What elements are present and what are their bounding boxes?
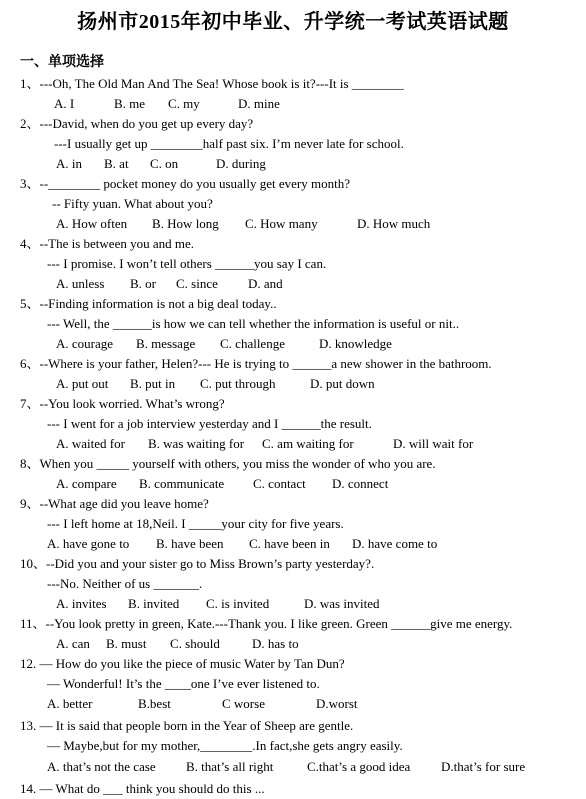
answer-option: B. that’s all right <box>186 759 274 774</box>
answer-option: B. message <box>136 336 196 351</box>
answer-option: A. unless <box>56 276 105 291</box>
answer-option: D. connect <box>332 476 389 491</box>
question-line: 13. — It is said that people born in the Year of Sheep are gentle. <box>20 718 354 733</box>
answer-option: D. put down <box>310 376 375 391</box>
answer-option: B. at <box>104 156 129 171</box>
question-line: 11、--You look pretty in green, Kate.---Thank you. I like green. Green ______give me energy. <box>20 616 513 631</box>
question-line: 1、---Oh, The Old Man And The Sea! Whose book is it?---It is ________ <box>20 76 404 91</box>
answer-option: A. put out <box>56 376 109 391</box>
answer-option: A. in <box>56 156 82 171</box>
answer-option: D. has to <box>252 636 299 651</box>
question-line: — Maybe,but for my mother,________.In fact,she gets angry easily. <box>47 738 403 753</box>
answer-option: B. communicate <box>139 476 225 491</box>
answer-option: D.that’s for sure <box>441 759 526 774</box>
question-line: --- I went for a job interview yesterday and I ______the result. <box>47 416 372 431</box>
answer-option: A. waited for <box>56 436 125 451</box>
answer-option: A. How often <box>56 216 128 231</box>
question-line: 12. — How do you like the piece of music Water by Tan Dun? <box>20 656 345 671</box>
answer-option: B. was waiting for <box>148 436 245 451</box>
answer-option: D. and <box>248 276 283 291</box>
answer-option: B. must <box>106 636 147 651</box>
question-line: ---I usually get up ________half past six. I’m never late for school. <box>54 136 404 151</box>
question-line: --- I left home at 18,Neil. I _____your city for five years. <box>47 516 344 531</box>
question-line: 4、--The is between you and me. <box>20 236 195 251</box>
question-line: 3、--________ pocket money do you usually get every month? <box>20 176 350 191</box>
question-line: 7、--You look worried. What’s wrong? <box>20 396 225 411</box>
question-line: 2、---David, when do you get up every day? <box>20 116 254 131</box>
answer-option: D.worst <box>316 696 358 711</box>
answer-option: C. am waiting for <box>262 436 354 451</box>
answer-option: A. compare <box>56 476 117 491</box>
answer-option: B. invited <box>128 596 180 611</box>
answer-option: B. have been <box>156 536 224 551</box>
answer-option: D. will wait for <box>393 436 474 451</box>
question-line: 5、--Finding information is not a big deal today.. <box>20 296 277 311</box>
answer-option: B.best <box>138 696 171 711</box>
answer-option: C. should <box>170 636 220 651</box>
question-line: 8、When you _____ yourself with others, you miss the wonder of who you are. <box>20 456 436 471</box>
question-line: 6、--Where is your father, Helen?--- He is trying to ______a new shower in the bathroom. <box>20 356 492 371</box>
answer-option: D. How much <box>357 216 431 231</box>
answer-option: A. courage <box>56 336 114 351</box>
answer-option: B. me <box>114 96 146 111</box>
answer-option: B. How long <box>152 216 219 231</box>
question-line: --- I promise. I won’t tell others ______you say I can. <box>47 256 327 271</box>
question-line: -- Fifty yuan. What about you? <box>52 196 213 211</box>
question-line: --- Well, the ______is how we can tell whether the information is useful or nit.. <box>47 316 460 331</box>
question-line: 10、--Did you and your sister go to Miss Brown’s party yesterday?. <box>20 556 375 571</box>
answer-option: C. is invited <box>206 596 270 611</box>
question-line: ---No. Neither of us _______. <box>47 576 203 591</box>
answer-option: C. contact <box>253 476 306 491</box>
section-heading: 一、单项选择 <box>20 55 104 70</box>
answer-option: C worse <box>222 696 265 711</box>
answer-option: A. have gone to <box>47 536 130 551</box>
answer-option: D. during <box>216 156 266 171</box>
answer-option: C. How many <box>245 216 318 231</box>
answer-option: B. or <box>130 276 156 291</box>
answer-option: A. invites <box>56 596 107 611</box>
answer-option: C. challenge <box>220 336 285 351</box>
answer-option: D. mine <box>238 96 280 111</box>
answer-option: C. my <box>168 96 200 111</box>
answer-option: C. on <box>150 156 179 171</box>
exam-title: 扬州市2015年初中毕业、升学统一考试英语试题 <box>77 11 509 33</box>
answer-option: A. that’s not the case <box>47 759 156 774</box>
answer-option: A. I <box>54 96 75 111</box>
answer-option: C. have been in <box>249 536 330 551</box>
answer-option: D. have come to <box>352 536 438 551</box>
question-line: — Wonderful! It’s the ____one I’ve ever listened to. <box>47 676 320 691</box>
answer-option: A. better <box>47 696 93 711</box>
answer-option: C. put through <box>200 376 276 391</box>
answer-option: A. can <box>56 636 90 651</box>
question-line: 9、--What age did you leave home? <box>20 496 209 511</box>
answer-option: C.that’s a good idea <box>307 759 411 774</box>
answer-option: D. knowledge <box>319 336 392 351</box>
cutoff-line: 14. — What do ___ think you should do this ... <box>20 781 265 796</box>
answer-option: D. was invited <box>304 596 380 611</box>
answer-option: B. put in <box>130 376 176 391</box>
answer-option: C. since <box>176 276 218 291</box>
